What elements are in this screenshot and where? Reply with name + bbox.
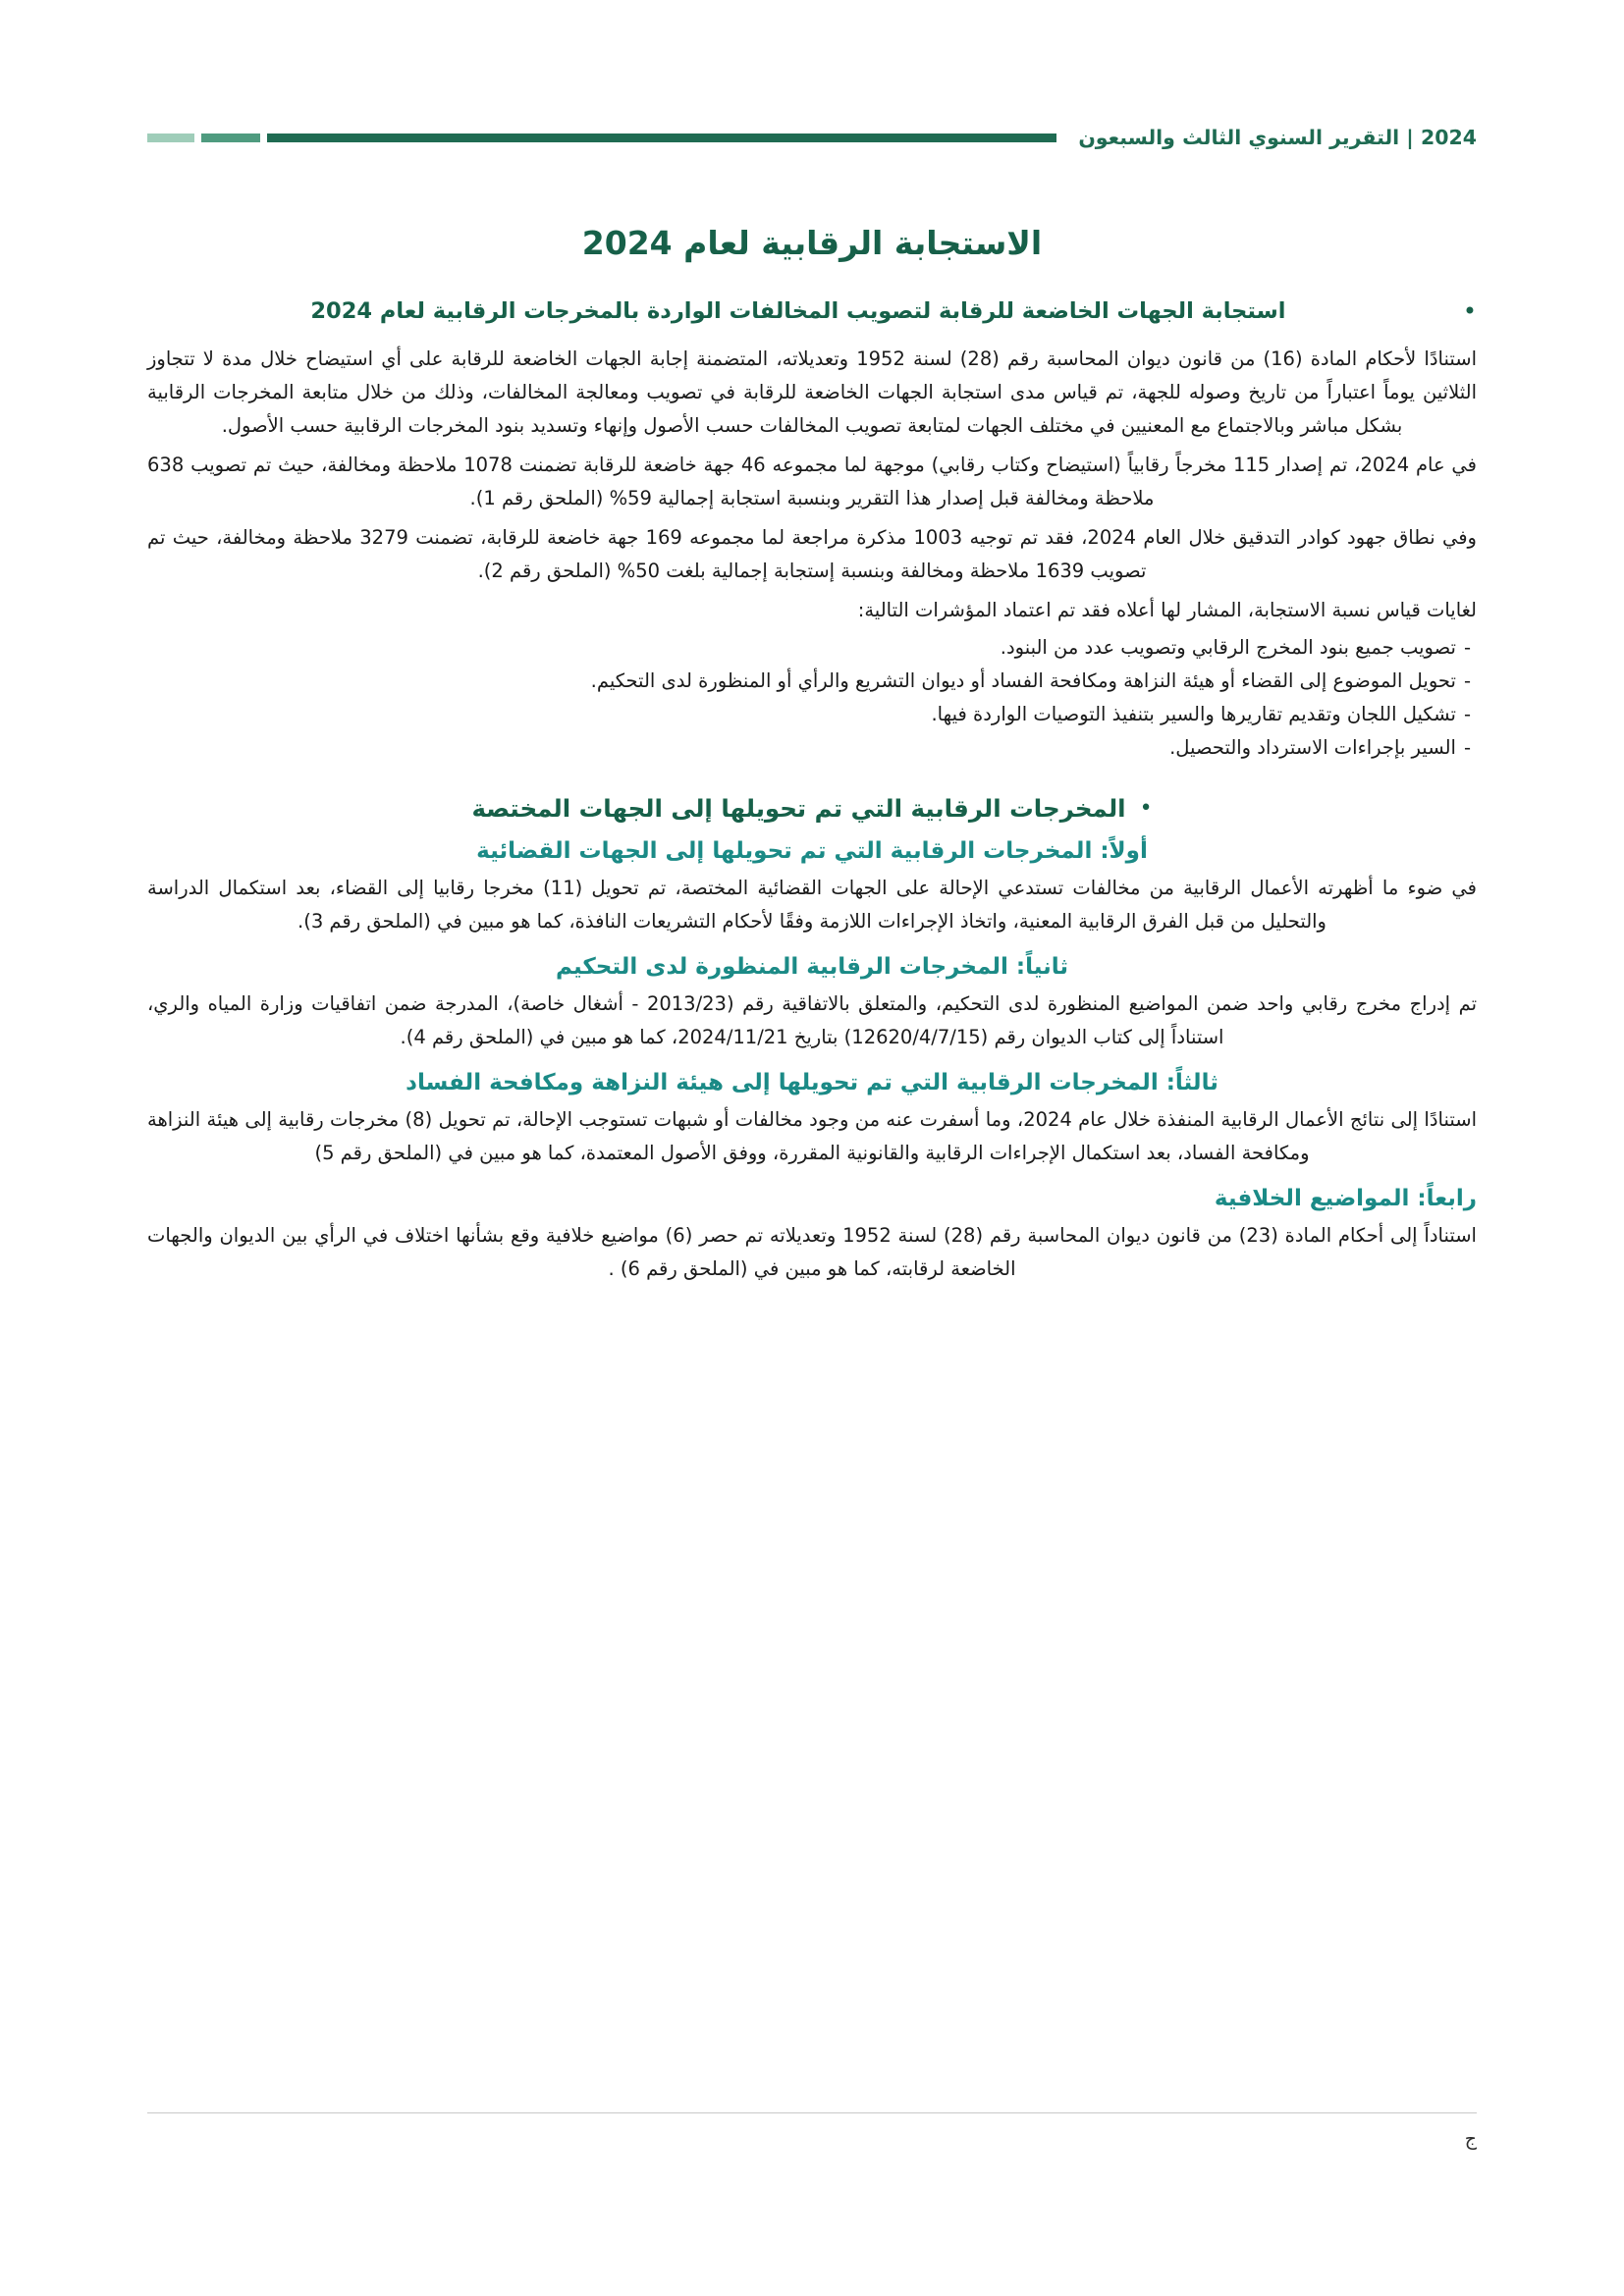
bullet-icon: •: [1139, 795, 1153, 821]
footer-divider: [147, 2112, 1477, 2113]
header-rule: [147, 133, 1056, 142]
page-content: [147, 224, 1477, 1288]
section-heading-text: المخرجات الرقابية التي تم تحويلها إلى الجهات المختصة: [471, 794, 1126, 823]
list-item-text: تحويل الموضوع إلى القضاء أو هيئة النزاهة ومكافحة الفساد أو ديوان التشريع والرأي أو المنظورة لدى التحكيم.: [590, 669, 1456, 692]
list-item-text: السير بإجراءات الاسترداد والتحصيل.: [1169, 736, 1456, 759]
paragraph-group-1: [147, 343, 1477, 443]
page-title: الاستجابة الرقابية لعام 2024: [581, 224, 1043, 262]
list-item: [147, 631, 1471, 665]
list-item: [147, 731, 1471, 765]
paragraph-2: في عام 2024، تم إصدار 115 مخرجاً رقابياً (استيضاح وكتاب رقابي) موجهة لما مجموعه 46 جهة خاضعة للرقابة تضمنت 1078 ملاحظة ومخالفة، حيث تم تصويب 638 ملاحظة ومخالفة قبل إصدار هذا التقرير وبنسبة استجابة إجمالية 59% (الملحق رقم 1).: [147, 454, 1477, 509]
list-item-text: تشكيل اللجان وتقديم تقاريرها والسير بتنفيذ التوصيات الواردة فيها.: [931, 703, 1456, 725]
paragraph-group-3: [147, 521, 1477, 588]
dash-icon: -: [1463, 636, 1471, 659]
page-header: [147, 118, 1477, 157]
list-item-text: تصويب جميع بنود المخرج الرقابي وتصويب عدد من البنود.: [1000, 636, 1456, 659]
subsection-heading-judicial: أولاً: المخرجات الرقابية التي تم تحويلها إلى الجهات القضائية: [476, 838, 1148, 864]
subsection-paragraph-integrity: استنادًا إلى نتائج الأعمال الرقابية المنفذة خلال عام 2024، وما أسفرت عنه من وجود مخالفات أو شبهات تستوجب الإحالة، تم تحويل (8) مخرجات رقابية إلى هيئة النزاهة ومكافحة الفساد، بعد استكمال الإجراءات الرقابية والقانونية المقررة، ووفق الأصول المعتمدة، كما هو مبين في (الملحق رقم 5): [147, 1108, 1477, 1164]
dash-icon: -: [1463, 669, 1471, 692]
paragraph-group-2: [147, 449, 1477, 515]
subsection-paragraph-judicial: في ضوء ما أظهرته الأعمال الرقابية من مخالفات تستدعي الإحالة على الجهات القضائية المختصة، تم تحويل (11) مخرجا رقابيا إلى القضاء، بعد استكمال الدراسة والتحليل من قبل الفرق الرقابية المعنية، واتخاذ الإجراءات اللازمة وفقًا لأحكام التشريعات النافذة، كما هو مبين في (الملحق رقم 3).: [147, 877, 1478, 933]
list-item: [147, 698, 1471, 731]
dash-icon: -: [1463, 703, 1471, 725]
indicators-lead: لغايات قياس نسبة الاستجابة، المشار لها أعلاه فقد تم اعتماد المؤشرات التالية:: [857, 599, 1477, 621]
paragraph-1: استنادًا لأحكام المادة (16) من قانون ديوان المحاسبة رقم (28) لسنة 1952 وتعديلاته، المتضمنة إجابة الجهات الخاضعة للرقابة على أي استيضاح خلال مدة لا تتجاوز الثلاثين يوماً اعتباراً من تاريخ وصوله للجهة، تم قياس مدى استجابة الجهات الخاضعة للرقابة في تصويب ومعالجة المخالفات، وذلك من خلال متابعة المخرجات الرقابية بشكل مباشر وبالاجتماع مع المعنيين في مختلف الجهات لمتابعة تصويب المخالفات حسب الأصول وإنهاء وتسديد بنود المخرجات الرقابية حسب الأصول.: [147, 347, 1477, 437]
bullet-icon: •: [1462, 297, 1477, 325]
subsection-heading-disputed: رابعاً: المواضيع الخلافية: [1214, 1186, 1477, 1211]
section-heading-transferred: [147, 794, 1477, 823]
subsection-heading-integrity: ثالثاً: المخرجات الرقابية التي تم تحويلها إلى هيئة النزاهة ومكافحة الفساد: [406, 1070, 1218, 1095]
section-heading-response: [147, 295, 1477, 327]
subsection-paragraph-arbitration: تم إدراج مخرج رقابي واحد ضمن المواضيع المنظورة لدى التحكيم، والمتعلق بالاتفاقية رقم (2013/23 - أشغال خاصة)، المدرجة ضمن اتفاقيات وزارة المياه والري، استناداً إلى كتاب الديوان رقم (12620/4/7/15) بتاريخ 2024/11/21، كما هو مبين في (الملحق رقم 4).: [147, 992, 1477, 1048]
header-rule-short: [147, 133, 194, 142]
indicators-list: [147, 631, 1477, 765]
page-number: ج: [1464, 2128, 1477, 2150]
section-heading-text: استجابة الجهات الخاضعة للرقابة لتصويب المخالفات الواردة بالمخرجات الرقابية لعام 2024: [310, 298, 1286, 324]
subsection-heading-arbitration: ثانياً: المخرجات الرقابية المنظورة لدى التحكيم: [555, 954, 1069, 980]
header-title: 2024 | التقرير السنوي الثالث والسبعون: [1078, 126, 1477, 149]
dash-icon: -: [1463, 736, 1471, 759]
list-item: [147, 665, 1471, 698]
header-rule-mid: [201, 133, 260, 142]
subsection-paragraph-disputed: استناداً إلى أحكام المادة (23) من قانون ديوان المحاسبة رقم (28) لسنة 1952 وتعديلاته تم حصر (6) مواضيع خلافية وقع بشأنها اختلاف في الرأي بين الديوان والجهات الخاضعة لرقابته، كما هو مبين في (الملحق رقم 6) .: [147, 1224, 1477, 1280]
header-rule-long: [267, 133, 1056, 142]
paragraph-3: وفي نطاق جهود كوادر التدقيق خلال العام 2024، فقد تم توجيه 1003 مذكرة مراجعة لما مجموعه 169 جهة خاضعة للرقابة، تضمنت 3279 ملاحظة ومخالفة، حيث تم تصويب 1639 ملاحظة ومخالفة وبنسبة إستجابة إجمالية بلغت 50% (الملحق رقم 2).: [147, 526, 1477, 582]
